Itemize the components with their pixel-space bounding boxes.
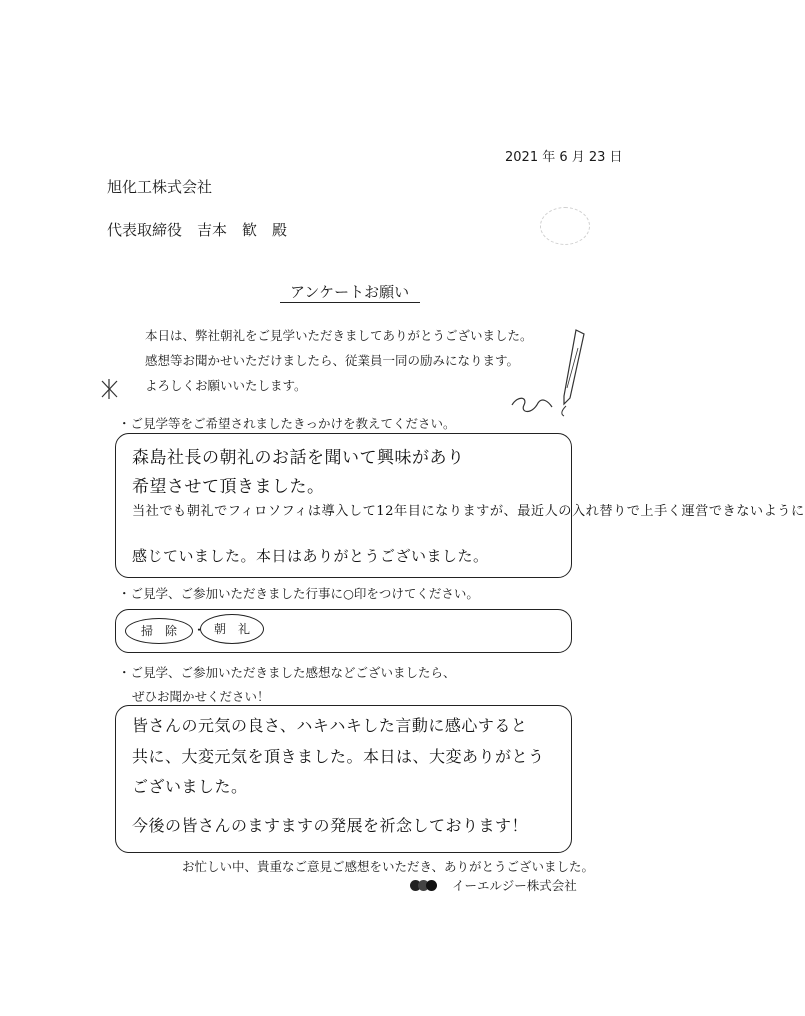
document-date: 2021 年 6 月 23 日 <box>505 150 623 165</box>
intro-line-2: 感想等お聞かせいただけましたら、従業員一同の励みになります。 <box>145 353 520 368</box>
title-underline <box>280 302 420 303</box>
question-2: ・ご見学、ご参加いただきました行事に○印をつけてください。 <box>118 586 479 601</box>
answer-1-line-3: 当社でも朝礼でフィロソフィは導入して12年目になりますが、最近人の入れ替りで上手く運営できないように <box>132 504 805 519</box>
answer-3-line-4: 今後の皆さんのますますの発展を祈念しております！ <box>132 816 529 835</box>
sender-company: イーエルジー株式会社 <box>452 878 577 893</box>
intro-line-1: 本日は、弊社朝礼をご見学いただきましてありがとうございました。 <box>145 328 533 343</box>
closing-message: お忙しい中、貴重なご意見ご感想をいただき、ありがとうございました。 <box>182 859 595 874</box>
answer-1-line-4: 感じていました。本日はありがとうございました。 <box>132 547 489 565</box>
page-title: アンケートお願い <box>290 283 410 301</box>
answer-1-line-2: 希望させて頂きました。 <box>132 477 325 497</box>
sender-logo-dot-3 <box>426 880 437 891</box>
answer-3-line-1: 皆さんの元気の良さ、ハキハキした言動に感心すると <box>132 716 528 735</box>
seal-stamp <box>540 207 590 245</box>
question-3-line-2: ぜひお聞かせください！ <box>132 689 270 704</box>
option-separator: ・ <box>193 623 206 637</box>
question-3-line-1: ・ご見学、ご参加いただきました感想などございましたら、 <box>118 665 456 680</box>
option-cleaning-circled: 掃 除 <box>125 618 193 644</box>
asterisk-mark <box>99 377 121 401</box>
pen-sketch <box>558 328 588 418</box>
scribble-mark <box>508 393 558 417</box>
recipient-name: 代表取締役 吉本 歓 殿 <box>107 221 288 239</box>
intro-line-3: よろしくお願いいたします。 <box>145 378 307 393</box>
question-1: ・ご見学等をご希望されましたきっかけを教えてください。 <box>118 416 456 431</box>
answer-1-line-1: 森島社長の朝礼のお話を聞いて興味があり <box>132 448 465 468</box>
answer-3-line-3: ございました。 <box>132 777 248 796</box>
answer-3-line-2: 共に、大変元気を頂きました。本日は、大変ありがとう <box>132 747 545 766</box>
option-morning-meeting-circled: 朝 礼 <box>200 614 264 644</box>
recipient-company: 旭化工株式会社 <box>107 178 213 196</box>
